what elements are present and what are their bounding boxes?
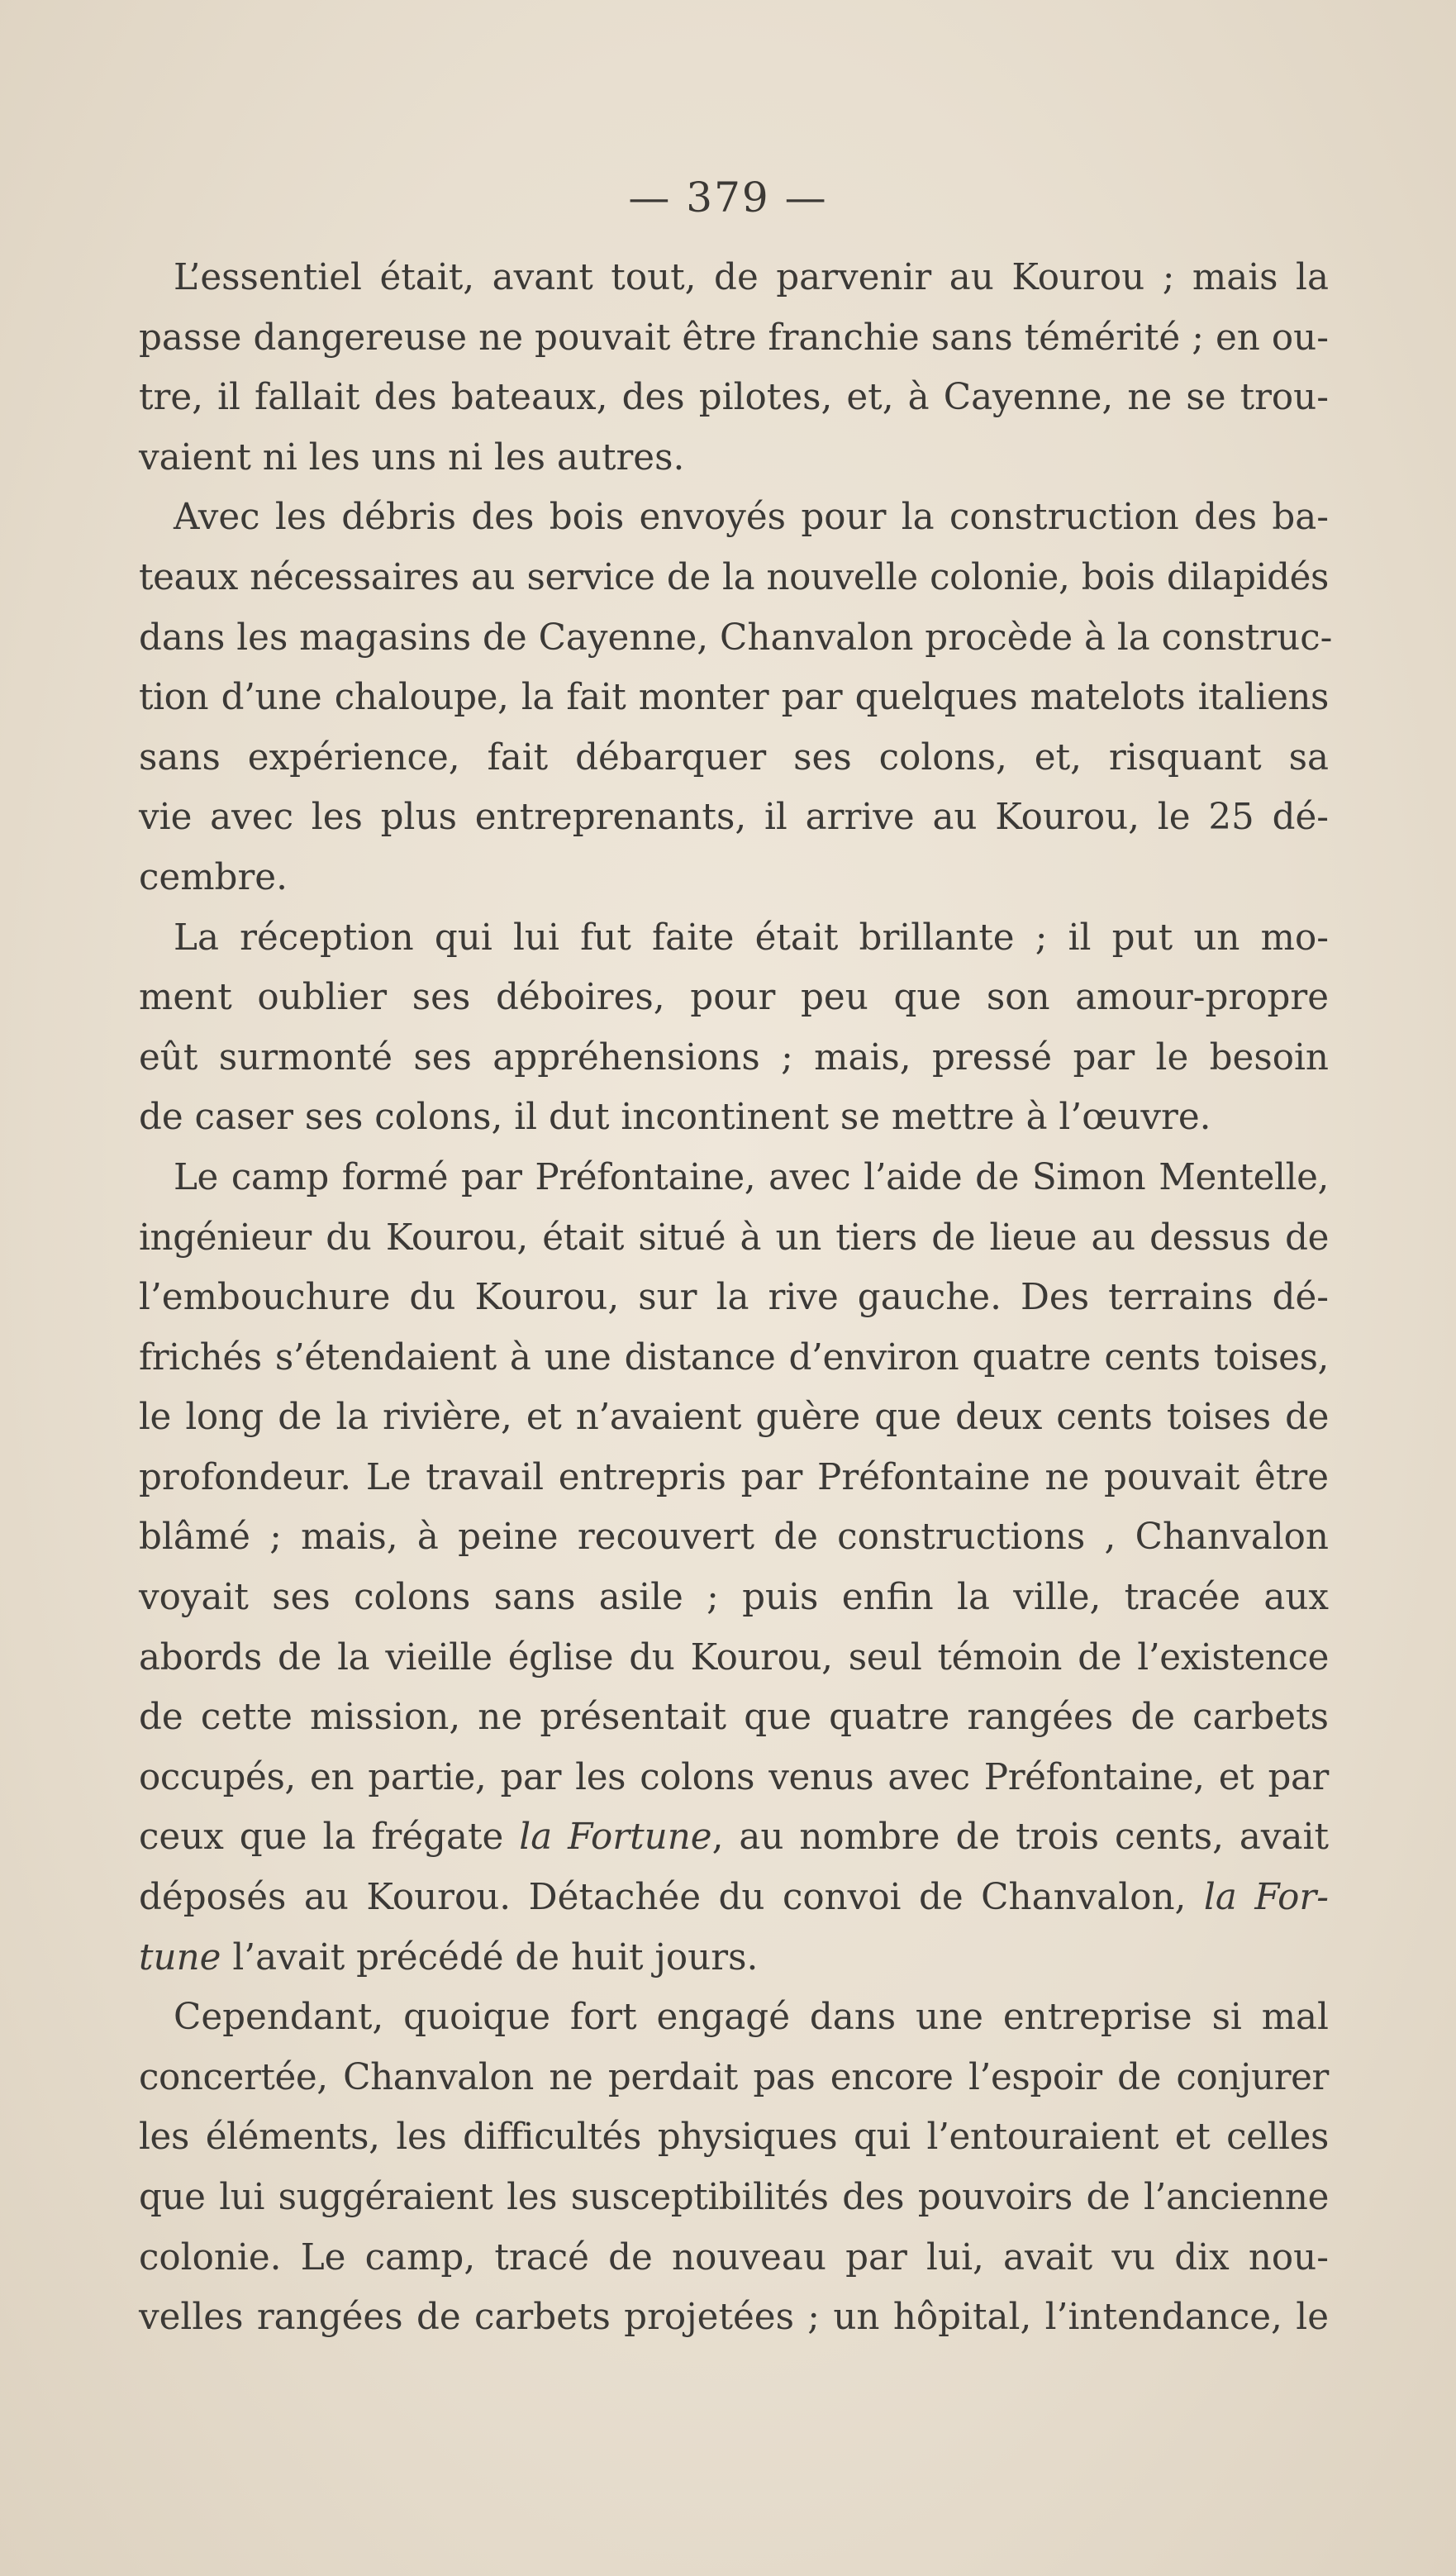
text-line [139,1807,1329,1868]
paragraph [139,488,1333,907]
text-line: eût surmonté ses appréhensions ; mais, pressé par le besoin [139,1036,1329,1078]
text-line: les éléments, les difficultés physiques qui l’entouraient et celles [139,2117,1329,2159]
text-line: frichés s’étendaient à une distance d’environ quatre cents toises, [139,1336,1329,1378]
text-line: le long de la rivière, et n’avaient guère que deux cents toises de [139,1397,1329,1439]
text-run: déposés au Kourou. Détachée du convoi de Chanvalon, [139,1877,1204,1919]
text-line: vie avec les plus entreprenants, il arrive au Kourou, le 25 dé- [139,797,1329,839]
paragraph [139,1148,1329,1988]
text-line: Avec les débris des bois envoyés pour la construction des ba- [174,497,1329,539]
ship-name: tune [139,1936,221,1978]
text-line: L’essentiel était, avant tout, de parvenir au Kourou ; mais la [174,257,1329,298]
text-line: passe dangereuse ne pouvait être franchie sans témérité ; en ou- [139,317,1329,359]
text-line: teaux nécessaires au service de la nouvelle colonie, bois dilapidés [139,556,1329,598]
text-line: dans les magasins de Cayenne, Chanvalon procède à la construc- [139,617,1333,659]
text-line: concertée, Chanvalon ne perdait pas encore l’espoir de conjurer [139,2056,1329,2098]
text-line: ingénieur du Kourou, était situé à un tiers de lieue au dessus de [139,1217,1329,1259]
text-line: colonie. Le camp, tracé de nouveau par lui, avait vu dix nou- [139,2236,1329,2278]
text-line: l’embouchure du Kourou, sur la rive gauche. Des terrains dé- [139,1277,1329,1319]
text-line: profondeur. Le travail entrepris par Préfontaine ne pouvait être [139,1456,1329,1498]
text-line: La réception qui lui fut faite était brillante ; il put un mo- [174,917,1329,959]
text-line: sans expérience, fait débarquer ses colons, et, risquant sa [139,736,1329,779]
text-line: vaient ni les uns ni les autres. [139,436,685,479]
text-run: ceux que la frégate [139,1817,520,1859]
text-line: voyait ses colons sans asile ; puis enfin la ville, tracée aux [139,1577,1329,1619]
paragraph [139,248,1329,488]
text-line: que lui suggéraient les susceptibilités des pouvoirs de l’ancienne [139,2177,1329,2218]
text-line [139,1928,1329,1988]
text-line: cembre. [139,856,288,898]
text-line: occupés, en partie, par les colons venus avec Préfontaine, et par [139,1756,1329,1798]
paragraph [139,908,1329,1148]
text-line: ment oublier ses déboires, pour peu que son amour-propre [139,977,1329,1019]
text-line: abords de la vieille église du Kourou, seul témoin de l’existence [139,1636,1329,1678]
text-line: de cette mission, ne présentait que quatre rangées de carbets [139,1697,1329,1739]
text-line: Le camp formé par Préfontaine, avec l’aide de Simon Mentelle, [174,1156,1329,1198]
ship-name: la For- [1203,1877,1330,1919]
text-line [139,1868,1329,1928]
text-run: l’avait précédé de huit jours. [221,1936,759,1978]
paragraph [139,1988,1329,2348]
text-run: , au nombre de trois cents, avait [711,1817,1329,1859]
ship-name: la Fortune [519,1817,712,1859]
text-line: tre, il fallait des bateaux, des pilotes, et, à Cayenne, ne se trou- [139,377,1329,419]
text-line: tion d’une chaloupe, la fait monter par quelques matelots italiens [139,677,1329,719]
text-line: velles rangées de carbets projetées ; un hôpital, l’intendance, le [139,2297,1329,2339]
body-text [139,248,1333,2348]
text-line: Cependant, quoique fort engagé dans une entreprise si mal [174,1997,1329,2039]
page-number: — 379 — [628,174,828,221]
text-line: de caser ses colons, il dut incontinent se mettre à l’œuvre. [139,1097,1211,1139]
text-line: blâmé ; mais, à peine recouvert de constructions , Chanvalon [139,1517,1329,1559]
